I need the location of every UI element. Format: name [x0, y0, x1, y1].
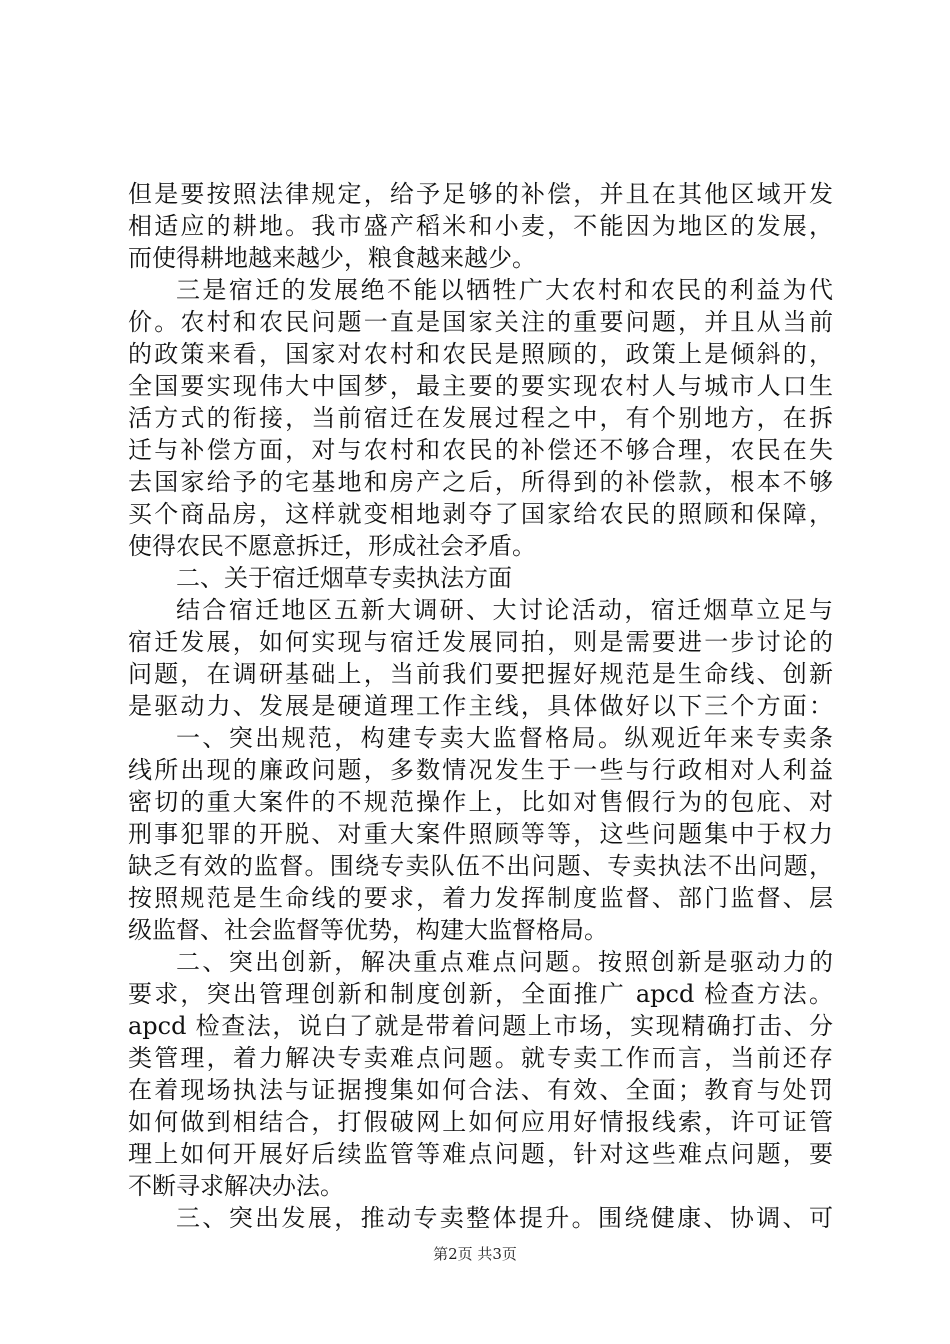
- text-line: 线所出现的廉政问题，多数情况发生于一些与行政相对人利益: [128, 756, 833, 784]
- text-line: 使得农民不愿意拆迁，形成社会矛盾。: [128, 532, 536, 560]
- document-body: [128, 178, 833, 1234]
- text-line: 刑事犯罪的开脱、对重大案件照顾等等，这些问题集中于权力: [128, 820, 833, 848]
- text-line: 问题，在调研基础上，当前我们要把握好规范是生命线、创新: [128, 660, 833, 688]
- text-line: 密切的重大案件的不规范操作上，比如对售假行为的包庇、对: [128, 788, 833, 816]
- paragraph-start-line: 二、突出创新，解决重点难点问题。按照创新是驱动力的: [176, 948, 833, 976]
- text-line: 在着现场执法与证据搜集如何合法、有效、全面；教育与处罚: [128, 1076, 833, 1104]
- text-line: 去国家给予的宅基地和房产之后，所得到的补偿款，根本不够: [128, 468, 833, 496]
- text-line: 迁与补偿方面，对与农村和农民的补偿还不够合理，农民在失: [128, 436, 833, 464]
- paragraph-start-line: 三、突出发展，推动专卖整体提升。围绕健康、协调、可: [176, 1204, 833, 1232]
- text-line: 相适应的耕地。我市盛产稻米和小麦，不能因为地区的发展，: [128, 212, 833, 240]
- text-line: 不断寻求解决办法。: [128, 1172, 344, 1200]
- paragraph-start-line: 结合宿迁地区五新大调研、大讨论活动，宿迁烟草立足与: [176, 596, 833, 624]
- text-line: 按照规范是生命线的要求，着力发挥制度监督、部门监督、层: [128, 884, 833, 912]
- page-number-footer: 第2页 共3页: [433, 1245, 517, 1263]
- section-heading: 二、关于宿迁烟草专卖执法方面: [176, 564, 512, 592]
- text-line: 买个商品房，这样就变相地剥夺了国家给农民的照顾和保障，: [128, 500, 833, 528]
- text-line: 而使得耕地越来越少，粮食越来越少。: [128, 244, 536, 272]
- text-line: 宿迁发展，如何实现与宿迁发展同拍，则是需要进一步讨论的: [128, 628, 833, 656]
- text-line: 全国要实现伟大中国梦，最主要的要实现农村人与城市人口生: [128, 372, 833, 400]
- text-line: 要求，突出管理创新和制度创新，全面推广 apcd 检查方法。: [128, 980, 833, 1008]
- text-line: 如何做到相结合，打假破网上如何应用好情报线索，许可证管: [128, 1108, 833, 1136]
- text-line: 活方式的衔接，当前宿迁在发展过程之中，有个别地方，在拆: [128, 404, 833, 432]
- text-line: 级监督、社会监督等优势，构建大监督格局。: [128, 916, 608, 944]
- text-line: 类管理，着力解决专卖难点问题。就专卖工作而言，当前还存: [128, 1044, 833, 1072]
- text-line: 理上如何开展好后续监管等难点问题，针对这些难点问题，要: [128, 1140, 833, 1168]
- text-line: 价。农村和农民问题一直是国家关注的重要问题，并且从当前: [128, 308, 833, 336]
- paragraph-start-line: 三是宿迁的发展绝不能以牺牲广大农村和农民的利益为代: [176, 276, 833, 304]
- text-line: 缺乏有效的监督。围绕专卖队伍不出问题、专卖执法不出问题，: [128, 852, 833, 880]
- text-line: 是驱动力、发展是硬道理工作主线，具体做好以下三个方面：: [128, 692, 833, 720]
- text-line: 但是要按照法律规定，给予足够的补偿，并且在其他区域开发: [128, 180, 833, 208]
- paragraph-start-line: 一、突出规范，构建专卖大监督格局。纵观近年来专卖条: [176, 724, 833, 752]
- text-line: apcd 检查法，说白了就是带着问题上市场，实现精确打击、分: [128, 1012, 833, 1040]
- text-line: 的政策来看，国家对农村和农民是照顾的，政策上是倾斜的，: [128, 340, 833, 368]
